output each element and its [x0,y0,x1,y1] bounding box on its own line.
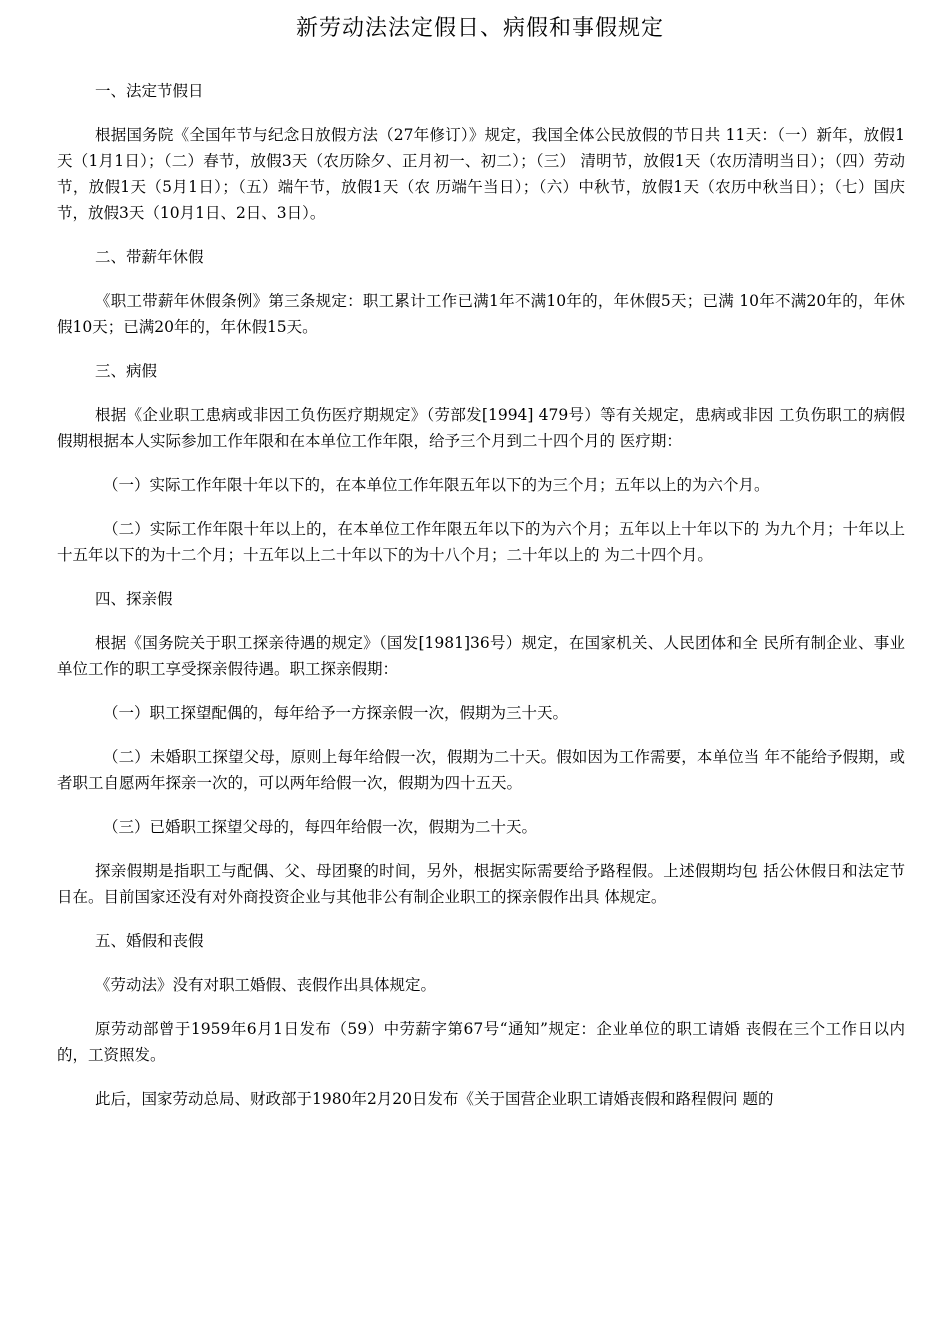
section-heading-annual-leave: 二、带薪年休假 [95,248,204,266]
section-heading-sick-leave: 三、病假 [95,362,158,380]
list-item: （二）未婚职工探望父母，原则上每年给假一次，假期为二十天。假如因为工作需要，本单位当 年不能给予假期，或者职工自愿两年探亲一次的，可以两年给假一次，假期为四十五天。 [57,748,905,792]
paragraph: 根据国务院《全国年节与纪念日放假方法（27年修订）》规定，我国全体公民放假的节日共 11天：（一）新年，放假1天（1月1日）；（二）春节，放假3天（农历除夕、正月初一、初二）；（三） 清明节，放假1天（农历清明当日）；（四）劳动节，放假1天（5月1日）；（五）端午节，放假1天（农 历端午当日）；（六）中秋节，放假1天（农历中秋当日）；（七）国庆节，放假3天（10月1日、2日、3日）。 [57,126,905,222]
paragraph: 此后，国家劳动总局、财政部于1980年2月20日发布《关于国营企业职工请婚丧假和路程假问 题的 [95,1090,774,1108]
document-title: 新劳动法法定假日、病假和事假规定 [295,16,664,41]
section-heading-holidays: 一、法定节假日 [95,82,204,100]
document-body [57,78,905,1130]
list-item: （一）职工探望配偶的，每年给予一方探亲假一次，假期为三十天。 [103,704,569,722]
paragraph: 《劳动法》没有对职工婚假、丧假作出具体规定。 [95,976,437,994]
paragraph: 原劳动部曾于1959年6月1日发布（59）中劳薪字第67号“通知”规定：企业单位的职工请婚 丧假在三个工作日以内的，工资照发。 [57,1020,905,1064]
section-heading-family-leave: 四、探亲假 [95,590,173,608]
list-item: （三）已婚职工探望父母的，每四年给假一次，假期为二十天。 [103,818,538,836]
section-heading-marriage-funeral-leave: 五、婚假和丧假 [95,932,204,950]
paragraph: 探亲假期是指职工与配偶、父、母团聚的时间，另外，根据实际需要给予路程假。上述假期均包 括公休假日和法定节日在。目前国家还没有对外商投资企业与其他非公有制企业职工的探亲假作出具 体规定。 [57,862,905,906]
paragraph: 根据《企业职工患病或非因工负伤医疗期规定》（劳部发[1994] 479号）等有关规定，患病或非因 工负伤职工的病假假期根据本人实际参加工作年限和在本单位工作年限，给予三个月到二十四个月的 医疗期： [57,406,905,450]
paragraph: 《职工带薪年休假条例》第三条规定：职工累计工作已满1年不满10年的，年休假5天；已满 10年不满20年的，年休假10天；已满20年的，年休假15天。 [57,292,905,336]
list-item: （二）实际工作年限十年以上的，在本单位工作年限五年以下的为六个月；五年以上十年以下的 为九个月；十年以上十五年以下的为十二个月；十五年以上二十年以下的为十八个月；二十年以上的 为二十四个月。 [57,520,905,564]
paragraph: 根据《国务院关于职工探亲待遇的规定》（国发[1981]36号）规定，在国家机关、人民团体和全 民所有制企业、事业单位工作的职工享受探亲假待遇。职工探亲假期： [57,634,905,678]
list-item: （一）实际工作年限十年以下的，在本单位工作年限五年以下的为三个月；五年以上的为六个月。 [103,476,770,494]
